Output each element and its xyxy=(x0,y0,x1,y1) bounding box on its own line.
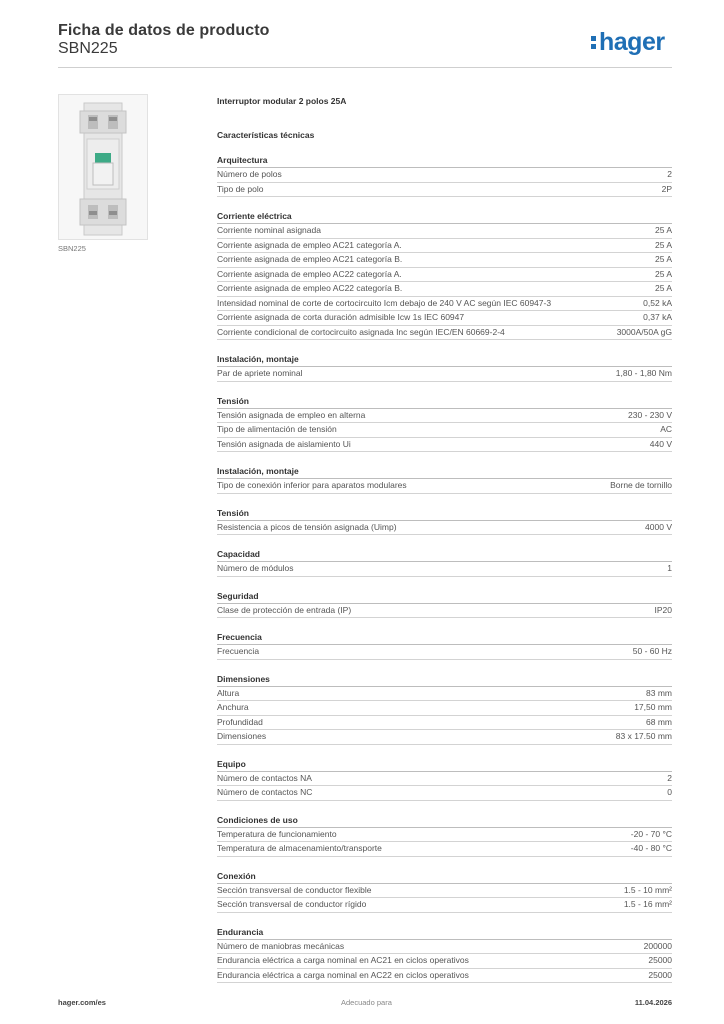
spec-row xyxy=(217,884,672,899)
spec-label: Intensidad nominal de corte de cortocircuito Icm debajo de 240 V AC según IEC 60947-3 xyxy=(217,297,552,308)
spec-label: Resistencia a picos de tensión asignada (Uimp) xyxy=(217,521,397,532)
spec-label: Altura xyxy=(217,687,240,698)
tech-characteristics-heading: Características técnicas xyxy=(217,130,315,140)
spec-label: Temperatura de funcionamiento xyxy=(217,828,337,839)
spec-value: 25 A xyxy=(654,225,672,235)
spec-section xyxy=(217,927,672,984)
spec-label: Frecuencia xyxy=(217,646,260,656)
spec-value: 0 xyxy=(667,787,672,797)
spec-section xyxy=(217,211,672,340)
spec-label: Tensión asignada de aislamiento Ui xyxy=(217,438,351,449)
spec-row xyxy=(217,562,672,577)
spec-section-title: Endurancia xyxy=(217,927,672,940)
spec-value: 50 - 60 Hz xyxy=(632,646,672,656)
spec-row xyxy=(217,716,672,731)
spec-value: 1.5 - 16 mm² xyxy=(623,899,672,909)
spec-section-title: Seguridad xyxy=(217,591,672,604)
spec-value: 200000 xyxy=(643,940,672,951)
spec-section xyxy=(217,674,672,745)
spec-row xyxy=(217,479,672,494)
spec-sections xyxy=(217,155,672,983)
spec-label: Tipo de alimentación de tensión xyxy=(217,424,337,434)
spec-row xyxy=(217,940,672,955)
spec-label: Número de módulos xyxy=(217,563,294,573)
spec-label: Corriente condicional de cortocircuito asignada Inc según IEC/EN 60669-2-4 xyxy=(217,326,505,337)
spec-section xyxy=(217,466,672,494)
spec-value: 1 xyxy=(667,563,672,573)
spec-value: 0,52 kA xyxy=(643,297,672,308)
logo-colon-icon xyxy=(591,34,597,50)
spec-section-title: Tensión xyxy=(217,396,672,409)
spec-row xyxy=(217,311,672,326)
spec-value: 1.5 - 10 mm² xyxy=(623,884,672,895)
spec-value: 25 A xyxy=(654,268,672,279)
spec-row xyxy=(217,772,672,787)
spec-section xyxy=(217,632,672,660)
specs-content xyxy=(217,95,672,983)
spec-row xyxy=(217,842,672,857)
spec-section xyxy=(217,759,672,801)
spec-row xyxy=(217,969,672,984)
spec-section-title: Frecuencia xyxy=(217,632,672,645)
spec-label: Dimensiones xyxy=(217,731,267,741)
spec-value: 230 - 230 V xyxy=(628,409,672,420)
spec-row xyxy=(217,326,672,341)
spec-label: Endurancia eléctrica a carga nominal en AC22 en ciclos operativos xyxy=(217,969,469,980)
spec-label: Corriente asignada de empleo AC22 categoría A. xyxy=(217,268,402,279)
spec-value: 25 A xyxy=(654,239,672,250)
spec-label: Número de maniobras mecánicas xyxy=(217,940,345,951)
spec-label: Sección transversal de conductor rígido xyxy=(217,899,367,909)
spec-row xyxy=(217,438,672,453)
spec-label: Número de contactos NC xyxy=(217,787,313,797)
spec-label: Tipo de polo xyxy=(217,183,264,194)
spec-row xyxy=(217,168,672,183)
spec-row xyxy=(217,268,672,283)
spec-label: Número de contactos NA xyxy=(217,772,312,783)
spec-section xyxy=(217,396,672,453)
spec-row xyxy=(217,239,672,254)
footer-website: hager.com/es xyxy=(58,998,106,1007)
spec-row xyxy=(217,367,672,382)
spec-value: -40 - 80 °C xyxy=(630,843,672,853)
spec-section-title: Equipo xyxy=(217,759,672,772)
spec-value: 1,80 - 1,80 Nm xyxy=(615,368,672,378)
spec-row xyxy=(217,786,672,801)
spec-value: 2 xyxy=(667,169,672,179)
spec-section-title: Dimensiones xyxy=(217,674,672,687)
spec-row xyxy=(217,297,672,312)
spec-row xyxy=(217,687,672,702)
brand-name: hager xyxy=(599,28,665,56)
spec-row xyxy=(217,604,672,619)
spec-section xyxy=(217,354,672,382)
spec-section xyxy=(217,549,672,577)
spec-value: 25000 xyxy=(648,955,672,965)
spec-label: Corriente asignada de empleo AC21 categoría A. xyxy=(217,239,402,250)
spec-row xyxy=(217,954,672,969)
spec-section-title: Instalación, montaje xyxy=(217,466,672,479)
spec-value: -20 - 70 °C xyxy=(630,828,672,839)
spec-value: 25 A xyxy=(654,283,672,293)
spec-value: 2P xyxy=(661,183,672,194)
spec-section-title: Instalación, montaje xyxy=(217,354,672,367)
spec-value: 83 mm xyxy=(646,687,672,698)
spec-label: Corriente asignada de empleo AC22 categoría B. xyxy=(217,283,403,293)
spec-value: 83 x 17.50 mm xyxy=(615,731,672,741)
spec-value: 17,50 mm xyxy=(634,702,672,712)
spec-row xyxy=(217,730,672,745)
spec-row xyxy=(217,183,672,198)
spec-value: 2 xyxy=(667,772,672,783)
spec-label: Corriente nominal asignada xyxy=(217,225,321,235)
spec-label: Temperatura de almacenamiento/transporte xyxy=(217,843,382,853)
spec-row xyxy=(217,645,672,660)
spec-row xyxy=(217,282,672,297)
spec-label: Clase de protección de entrada (IP) xyxy=(217,604,352,615)
spec-value: 4000 V xyxy=(645,521,672,532)
footer-note: Adecuado para xyxy=(341,998,392,1007)
spec-row xyxy=(217,828,672,843)
product-name: Interruptor modular 2 polos 25A xyxy=(217,96,347,106)
spec-label: Par de apriete nominal xyxy=(217,368,303,378)
spec-section-title: Conexión xyxy=(217,871,672,884)
spec-value: AC xyxy=(660,424,672,434)
spec-label: Tipo de conexión inferior para aparatos modulares xyxy=(217,480,407,490)
spec-section xyxy=(217,155,672,197)
spec-label: Corriente asignada de empleo AC21 categoría B. xyxy=(217,254,403,264)
spec-label: Sección transversal de conductor flexible xyxy=(217,884,372,895)
spec-row xyxy=(217,898,672,913)
spec-value: IP20 xyxy=(654,604,672,615)
spec-row xyxy=(217,701,672,716)
spec-row xyxy=(217,409,672,424)
spec-section xyxy=(217,871,672,913)
spec-value: 25 A xyxy=(654,254,672,264)
spec-value: 440 V xyxy=(649,438,672,449)
spec-value: 0,37 kA xyxy=(643,312,672,322)
spec-label: Anchura xyxy=(217,702,249,712)
brand-logo xyxy=(591,28,665,56)
spec-value: 3000A/50A gG xyxy=(616,326,672,337)
spec-value: 68 mm xyxy=(646,716,672,727)
spec-section xyxy=(217,591,672,619)
spec-section-title: Condiciones de uso xyxy=(217,815,672,828)
product-image xyxy=(58,94,148,240)
spec-label: Número de polos xyxy=(217,169,282,179)
spec-label: Corriente asignada de corta duración admisible Icw 1s IEC 60947 xyxy=(217,312,465,322)
product-image-caption: SBN225 xyxy=(58,244,86,253)
spec-section-title: Tensión xyxy=(217,508,672,521)
product-code: SBN225 xyxy=(58,40,118,57)
spec-section-title: Corriente eléctrica xyxy=(217,211,672,224)
spec-row xyxy=(217,224,672,239)
spec-section-title: Arquitectura xyxy=(217,155,672,168)
modular-switch-icon xyxy=(59,95,147,239)
spec-value: 25000 xyxy=(648,969,672,980)
spec-value: Borne de tornillo xyxy=(610,480,672,490)
spec-label: Profundidad xyxy=(217,716,263,727)
spec-section xyxy=(217,508,672,536)
footer-date: 11.04.2026 xyxy=(634,998,672,1007)
spec-row xyxy=(217,423,672,438)
spec-label: Tensión asignada de empleo en alterna xyxy=(217,409,366,420)
spec-row xyxy=(217,521,672,536)
spec-section xyxy=(217,815,672,857)
header-divider xyxy=(58,67,672,68)
page-title: Ficha de datos de producto xyxy=(58,22,270,39)
spec-row xyxy=(217,253,672,268)
spec-label: Endurancia eléctrica a carga nominal en AC21 en ciclos operativos xyxy=(217,955,469,965)
spec-section-title: Capacidad xyxy=(217,549,672,562)
